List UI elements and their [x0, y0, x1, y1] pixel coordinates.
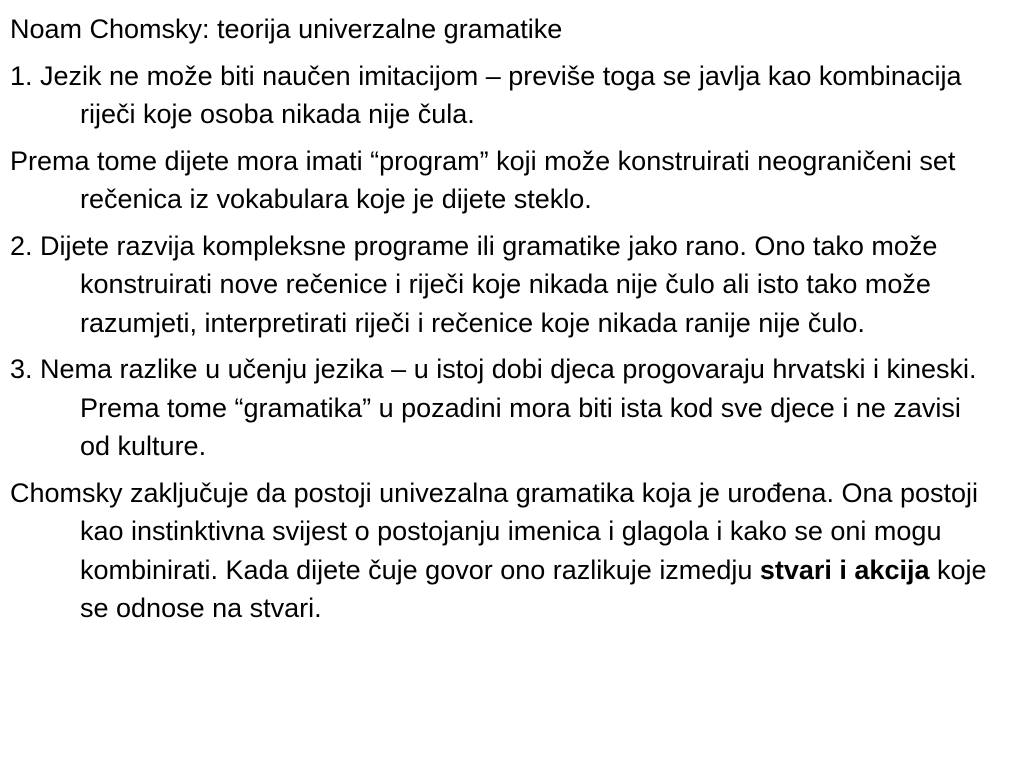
point-3: 3. Nema razlike u učenju jezika – u istoj dobi djeca progovaraju hrvatski i kineski. Prema tome “gramatika” u pozadini mora biti ista kod sve djece i ne zavisi od kulture. [10, 354, 977, 461]
slide-title: Noam Chomsky: teorija univerzalne gramatike [10, 14, 563, 44]
conclusion-bold-phrase: stvari i akcija [759, 554, 930, 585]
therefore-1: Prema tome dijete mora imati “program” koji može konstruirati neograničeni set rečenica iz vokabulara koje je dijete steklo. [10, 145, 956, 214]
conclusion [10, 474, 994, 628]
conclusion-text-after: koje se odnose na stvari. [80, 554, 987, 623]
point-1: 1. Jezik ne može biti naučen imitacijom – previše toga se javlja kao kombinacija riječi koje osoba nikada nije čula. [10, 60, 962, 129]
point-2: 2. Dijete razvija kompleksne programe ili gramatike jako rano. Ono tako može konstruirati nove rečenice i riječi koje nikada nije čulo ali isto tako može razumjeti, interpretirati riječi i rečenice koje nikada ranije nije čulo. [10, 230, 938, 338]
conclusion-text-before: Chomsky zaključuje da postoji univezalna gramatika koja je urođena. Ona postoji kao instinktivna svijest o postojanju imenica i glagola i kako se oni mogu kombinirati. Kada dijete čuje govor ono razlikuje izmedju [10, 477, 979, 585]
